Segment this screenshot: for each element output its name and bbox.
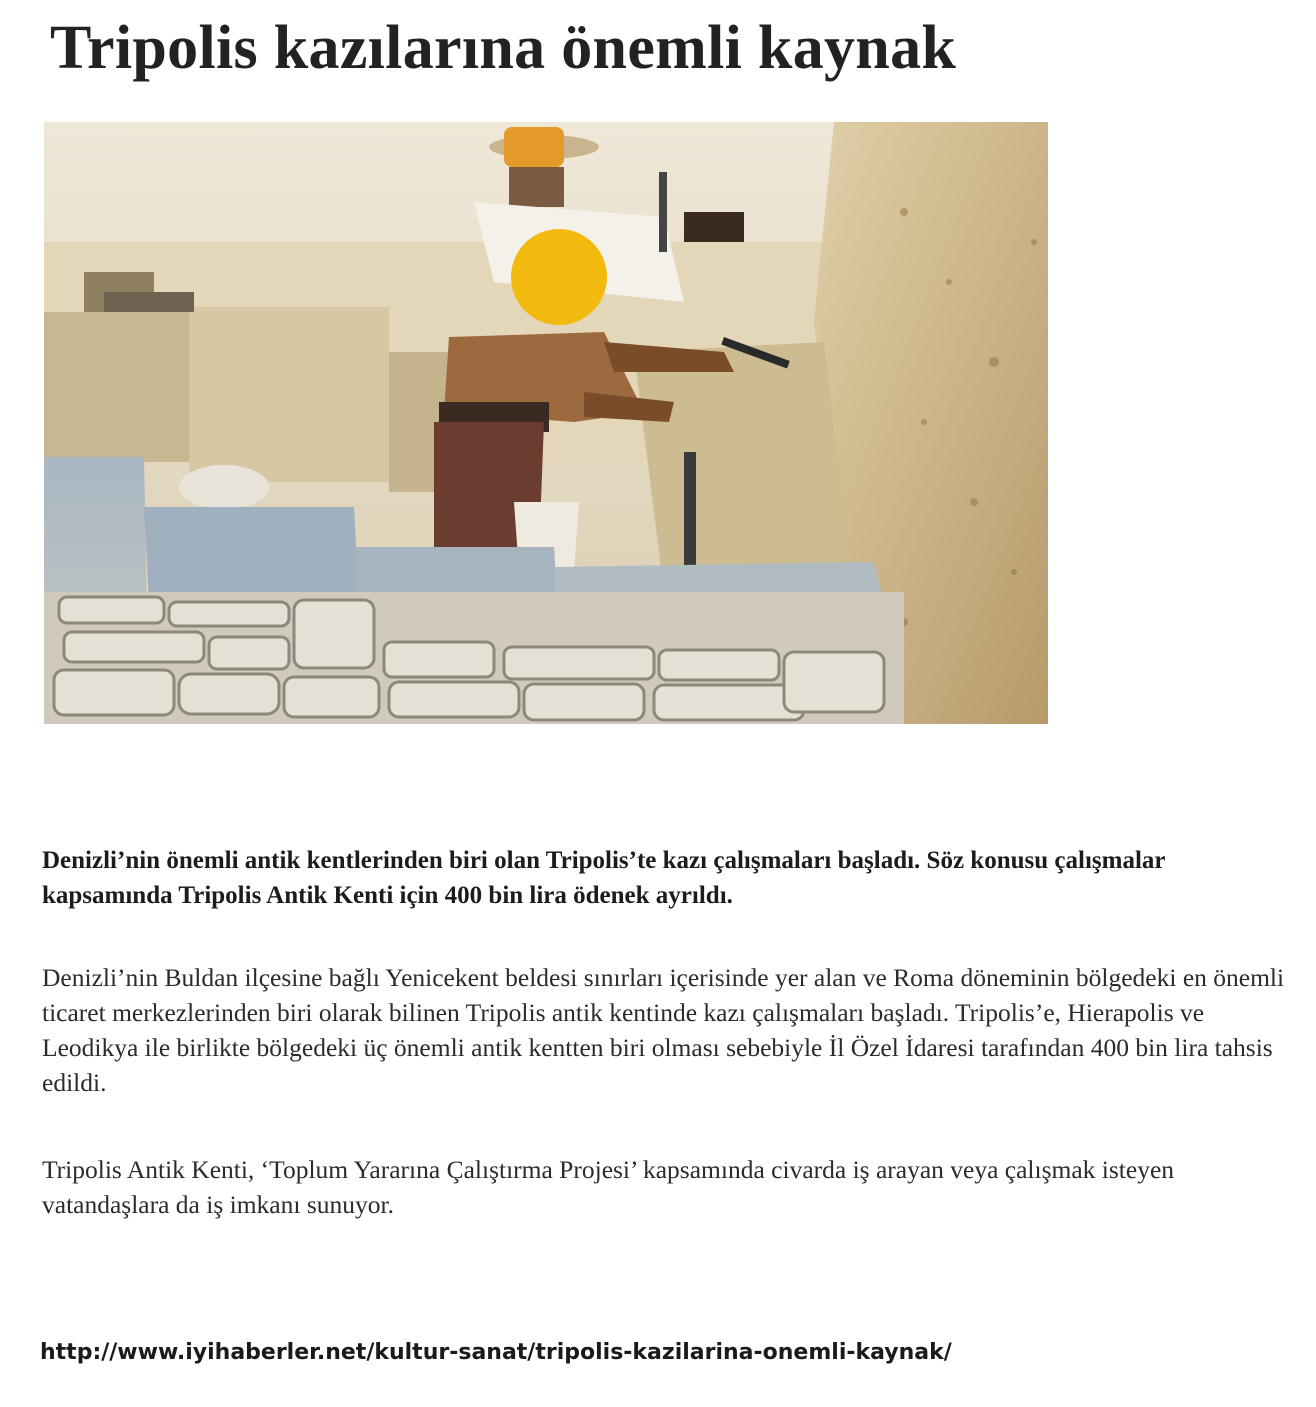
source-url: http://www.iyihaberler.net/kultur-sanat/tripolis-kazilarina-onemli-kaynak/ [40,1340,952,1365]
article-lead: Denizli’nin önemli antik kentlerinden biri olan Tripolis’te kazı çalışmaları başladı. Söz konusu çalışmalar kapsamında Tripolis Antik Kenti için 400 bin lira ödenek ayrıldı. [42,847,1166,909]
excavation-photo [44,122,1048,724]
article-headline: Tripolis kazılarına önemli kaynak [50,14,957,82]
article-paragraph-2: Tripolis Antik Kenti, ‘Toplum Yararına Çalıştırma Projesi’ kapsamında civarda iş arayan veya çalışmak isteyen vatandaşlara da iş imkanı sunuyor. [42,1155,1175,1219]
excavation-photo-illustration [44,122,1048,724]
article-paragraph-1: Denizli’nin Buldan ilçesine bağlı Yenicekent beldesi sınırları içerisinde yer alan ve Roma döneminin bölgedeki en önemli ticaret merkezlerinden biri olarak bilinen Tripolis antik kentinde kazı çalışmaları başladı. Tripolis’e, Hierapolis ve Leodikya ile birlikte bölgedeki üç önemli antik kentten biri olması sebebiyle İl Özel İdaresi tarafından 400 bin lira tahsis edildi. [42,963,1285,1097]
